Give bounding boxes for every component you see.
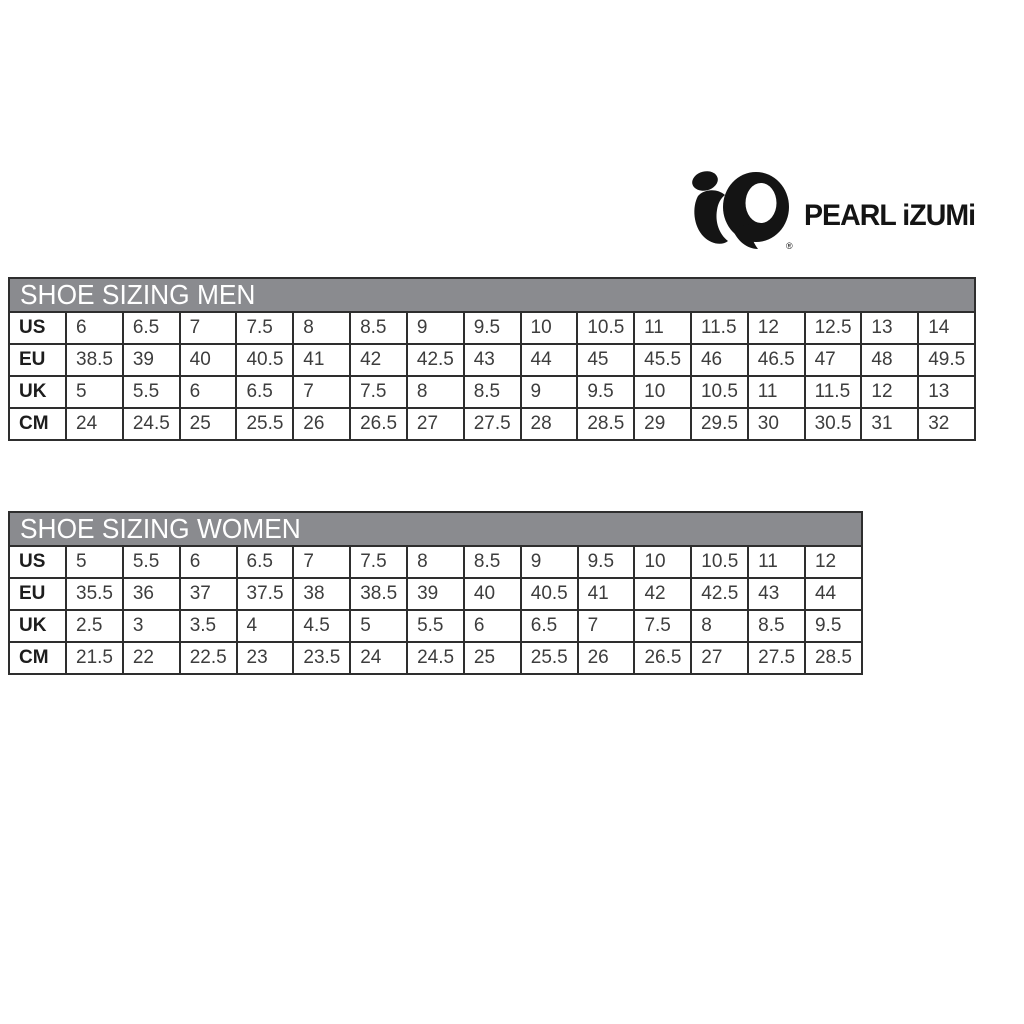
size-cell: 28 xyxy=(521,408,578,440)
row-label: US xyxy=(9,546,66,578)
size-cell: 5.5 xyxy=(407,610,464,642)
size-cell: 10 xyxy=(634,376,691,408)
size-cell: 25 xyxy=(464,642,521,674)
size-cell: 44 xyxy=(521,344,578,376)
row-label: EU xyxy=(9,344,66,376)
size-cell: 27.5 xyxy=(464,408,521,440)
size-cell: 24.5 xyxy=(407,642,464,674)
size-cell: 6 xyxy=(66,312,123,344)
size-cell: 26.5 xyxy=(634,642,691,674)
size-cell: 45.5 xyxy=(634,344,691,376)
size-cell: 4 xyxy=(237,610,294,642)
row-label: CM xyxy=(9,408,66,440)
size-cell: 5 xyxy=(66,546,123,578)
size-cell: 42 xyxy=(350,344,407,376)
size-cell: 23 xyxy=(237,642,294,674)
size-cell: 21.5 xyxy=(66,642,123,674)
row-label: EU xyxy=(9,578,66,610)
men-sizing-table xyxy=(8,277,976,441)
size-cell: 39 xyxy=(407,578,464,610)
size-cell: 32 xyxy=(918,408,975,440)
size-cell: 8.5 xyxy=(748,610,805,642)
size-cell: 28.5 xyxy=(577,408,634,440)
size-cell: 42.5 xyxy=(407,344,464,376)
size-cell: 22 xyxy=(123,642,180,674)
size-cell: 10.5 xyxy=(691,546,748,578)
size-cell: 11 xyxy=(748,546,805,578)
row-label: US xyxy=(9,312,66,344)
size-cell: 9.5 xyxy=(464,312,521,344)
size-cell: 38.5 xyxy=(350,578,407,610)
size-cell: 13 xyxy=(918,376,975,408)
size-cell: 6 xyxy=(464,610,521,642)
row-label: UK xyxy=(9,376,66,408)
size-cell: 41 xyxy=(293,344,350,376)
women-sizing-table xyxy=(8,511,863,675)
size-cell: 31 xyxy=(861,408,918,440)
size-cell: 9.5 xyxy=(578,546,635,578)
men-table-title-bar xyxy=(8,277,976,313)
size-cell: 10 xyxy=(521,312,578,344)
women-table-title-bar xyxy=(8,511,863,547)
size-cell: 14 xyxy=(918,312,975,344)
size-cell: 25 xyxy=(180,408,237,440)
size-cell: 7.5 xyxy=(236,312,293,344)
size-cell: 37.5 xyxy=(237,578,294,610)
size-cell: 5 xyxy=(66,376,123,408)
size-cell: 7 xyxy=(180,312,237,344)
size-cell: 6 xyxy=(180,546,237,578)
size-cell: 8 xyxy=(293,312,350,344)
size-cell: 27 xyxy=(691,642,748,674)
men-table-title: SHOE SIZING MEN xyxy=(20,279,256,310)
size-cell: 9.5 xyxy=(805,610,862,642)
size-cell: 10.5 xyxy=(577,312,634,344)
size-cell: 46.5 xyxy=(748,344,805,376)
size-cell: 37 xyxy=(180,578,237,610)
size-cell: 2.5 xyxy=(66,610,123,642)
size-cell: 10 xyxy=(634,546,691,578)
size-cell: 9 xyxy=(407,312,464,344)
registered-mark: ® xyxy=(786,241,793,251)
size-cell: 24 xyxy=(66,408,123,440)
size-cell: 41 xyxy=(578,578,635,610)
size-cell: 13 xyxy=(861,312,918,344)
size-cell: 27.5 xyxy=(748,642,805,674)
table-row xyxy=(9,610,862,642)
size-cell: 38 xyxy=(293,578,350,610)
size-cell: 25.5 xyxy=(521,642,578,674)
size-cell: 12.5 xyxy=(805,312,862,344)
size-cell: 11 xyxy=(748,376,805,408)
size-cell: 9 xyxy=(521,546,578,578)
size-cell: 49.5 xyxy=(918,344,975,376)
size-cell: 6.5 xyxy=(123,312,180,344)
size-cell: 5.5 xyxy=(123,376,180,408)
size-cell: 35.5 xyxy=(66,578,123,610)
size-cell: 42.5 xyxy=(691,578,748,610)
table-row xyxy=(9,344,975,376)
size-cell: 24 xyxy=(350,642,407,674)
table-row xyxy=(9,376,975,408)
size-cell: 7 xyxy=(293,546,350,578)
size-cell: 43 xyxy=(748,578,805,610)
size-cell: 5 xyxy=(350,610,407,642)
row-label: UK xyxy=(9,610,66,642)
size-cell: 48 xyxy=(861,344,918,376)
size-cell: 7.5 xyxy=(634,610,691,642)
table-row xyxy=(9,642,862,674)
size-cell: 10.5 xyxy=(691,376,748,408)
size-cell: 9 xyxy=(521,376,578,408)
size-cell: 11 xyxy=(634,312,691,344)
size-cell: 28.5 xyxy=(805,642,862,674)
size-cell: 12 xyxy=(805,546,862,578)
size-cell: 39 xyxy=(123,344,180,376)
size-cell: 11.5 xyxy=(805,376,862,408)
size-cell: 44 xyxy=(805,578,862,610)
size-cell: 30 xyxy=(748,408,805,440)
size-cell: 4.5 xyxy=(293,610,350,642)
pearl-izumi-logo xyxy=(692,171,976,251)
size-cell: 6.5 xyxy=(521,610,578,642)
size-cell: 22.5 xyxy=(180,642,237,674)
size-cell: 45 xyxy=(577,344,634,376)
size-cell: 11.5 xyxy=(691,312,748,344)
size-cell: 7.5 xyxy=(350,546,407,578)
iq-mark-icon xyxy=(692,171,796,251)
size-cell: 25.5 xyxy=(236,408,293,440)
size-cell: 47 xyxy=(805,344,862,376)
size-cell: 7 xyxy=(293,376,350,408)
size-cell: 23.5 xyxy=(293,642,350,674)
size-cell: 8.5 xyxy=(350,312,407,344)
brand-wordmark: PEARL iZUMi xyxy=(804,199,976,232)
size-cell: 38.5 xyxy=(66,344,123,376)
size-cell: 9.5 xyxy=(577,376,634,408)
size-cell: 36 xyxy=(123,578,180,610)
size-cell: 8.5 xyxy=(464,546,521,578)
size-cell: 40 xyxy=(180,344,237,376)
size-cell: 26.5 xyxy=(350,408,407,440)
size-cell: 7.5 xyxy=(350,376,407,408)
size-cell: 43 xyxy=(464,344,521,376)
size-cell: 8 xyxy=(691,610,748,642)
size-cell: 29.5 xyxy=(691,408,748,440)
size-cell: 8 xyxy=(407,546,464,578)
size-cell: 5.5 xyxy=(123,546,180,578)
size-cell: 40.5 xyxy=(521,578,578,610)
size-cell: 7 xyxy=(578,610,635,642)
size-cell: 42 xyxy=(634,578,691,610)
size-cell: 12 xyxy=(748,312,805,344)
women-table-title: SHOE SIZING WOMEN xyxy=(20,513,301,544)
table-row xyxy=(9,408,975,440)
size-cell: 26 xyxy=(578,642,635,674)
size-cell: 8.5 xyxy=(464,376,521,408)
size-cell: 3.5 xyxy=(180,610,237,642)
table-row xyxy=(9,578,862,610)
size-cell: 6.5 xyxy=(237,546,294,578)
table-row xyxy=(9,312,975,344)
size-cell: 27 xyxy=(407,408,464,440)
size-cell: 6.5 xyxy=(236,376,293,408)
size-cell: 6 xyxy=(180,376,237,408)
table-row xyxy=(9,546,862,578)
size-cell: 26 xyxy=(293,408,350,440)
size-cell: 40 xyxy=(464,578,521,610)
women-size-table xyxy=(8,545,863,675)
size-cell: 8 xyxy=(407,376,464,408)
size-cell: 24.5 xyxy=(123,408,180,440)
size-cell: 12 xyxy=(861,376,918,408)
row-label: CM xyxy=(9,642,66,674)
men-size-table xyxy=(8,311,976,441)
size-cell: 40.5 xyxy=(236,344,293,376)
size-cell: 3 xyxy=(123,610,180,642)
size-cell: 30.5 xyxy=(805,408,862,440)
size-cell: 29 xyxy=(634,408,691,440)
size-cell: 46 xyxy=(691,344,748,376)
